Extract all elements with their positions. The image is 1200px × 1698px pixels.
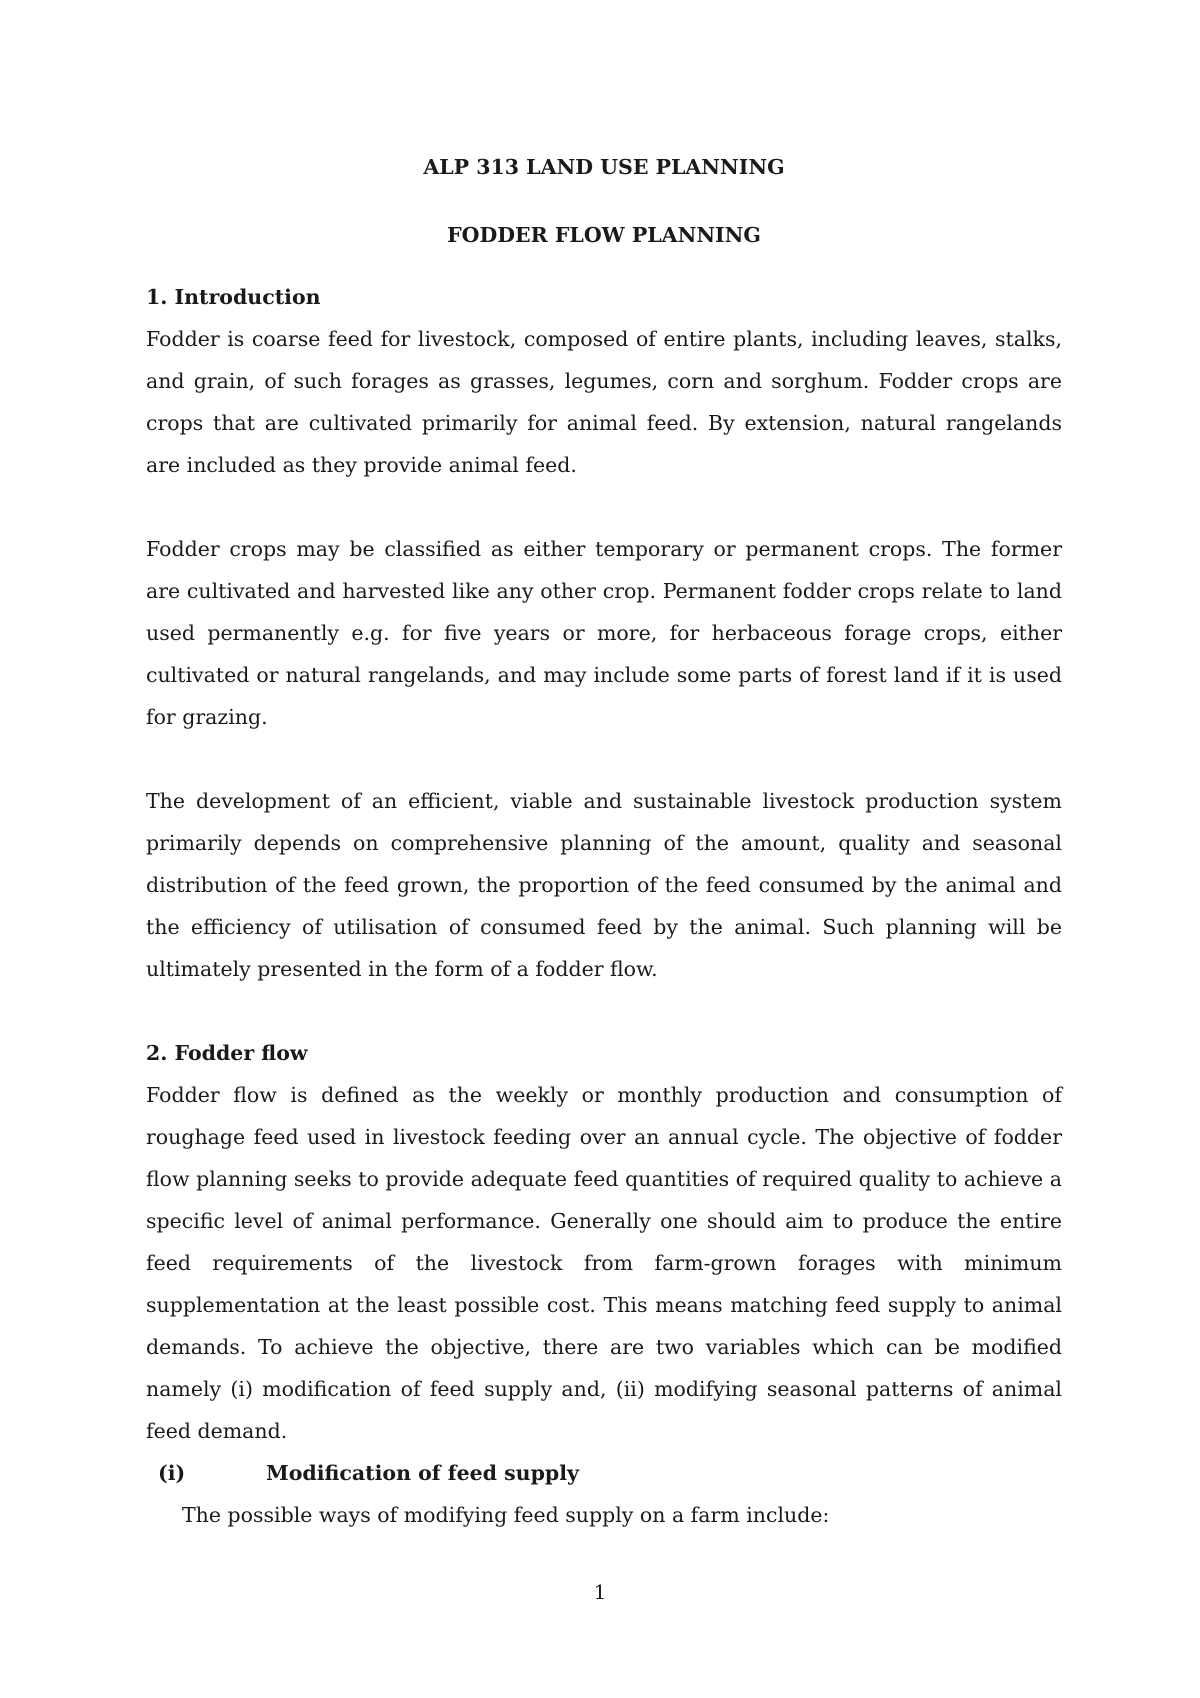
intro-paragraph-1: Fodder is coarse feed for livestock, composed of entire plants, including leaves, stalks, and grain, of such forages as grasses, legumes, corn and sorghum. Fodder crops are crops that are cultivated primarily for animal feed. By extension, natural rangelands are included as they provide animal feed. [146, 327, 1062, 477]
subsection-title: Modification of feed supply [266, 1461, 579, 1485]
subsection-text: The possible ways of modifying feed supply on a farm include: [182, 1503, 830, 1527]
fodder-flow-paragraph: Fodder flow is defined as the weekly or monthly production and consumption of roughage feed used in livestock feeding over an annual cycle. The objective of fodder flow planning seeks to provide adequate feed quantities of required quality to achieve a specific level of animal performance. Generally one should aim to produce the entire feed requirements of the livestock from farm-grown forages with minimum supplementation at the least possible cost. This means matching feed supply to animal demands. To achieve the objective, there are two variables which can be modified namely (i) modification of feed supply and, (ii) modifying seasonal patterns of animal feed demand. [146, 1083, 1062, 1443]
course-title: ALP 313 LAND USE PLANNING [423, 155, 785, 179]
subsection-heading [146, 1452, 1062, 1494]
intro-paragraph-3: The development of an efficient, viable and sustainable livestock production system primarily depends on comprehensive planning of the amount, quality and seasonal distribution of the feed grown, the proportion of the feed consumed by the animal and the efficiency of utilisation of consumed feed by the animal. Such planning will be ultimately presented in the form of a fodder flow. [146, 789, 1062, 981]
section-heading-fodder-flow: 2. Fodder flow [146, 1041, 308, 1065]
page-number: 1 [593, 1580, 607, 1604]
intro-paragraph-2: Fodder crops may be classified as either temporary or permanent crops. The former are cultivated and harvested like any other crop. Permanent fodder crops relate to land used permanently e.g. for five years or more, for herbaceous forage crops, either cultivated or natural rangelands, and may include some parts of forest land if it is used for grazing. [146, 537, 1062, 729]
page-content [146, 146, 1062, 1536]
subsection-number: (i) [158, 1461, 186, 1485]
document-title: FODDER FLOW PLANNING [447, 223, 761, 247]
section-heading-introduction: 1. Introduction [146, 285, 321, 309]
